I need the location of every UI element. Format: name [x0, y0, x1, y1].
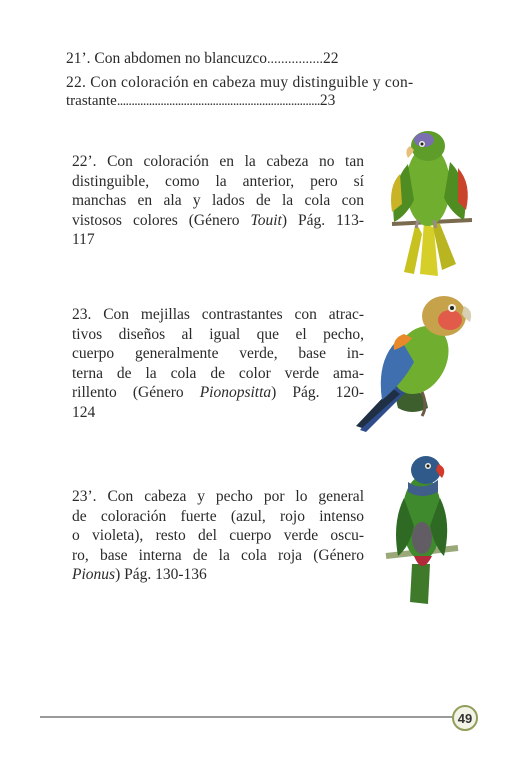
couplet-21b: [66, 50, 339, 69]
couplet-23-page-ref: ) Pág. 120-: [271, 384, 365, 401]
couplet-23b-line: ro, base interna de la cola roja (Género: [72, 546, 364, 564]
genus-name: Pionus: [72, 566, 116, 583]
couplet-23: [72, 305, 364, 422]
pionus-parrot-illustration: [382, 452, 472, 604]
pionopsitta-parrot-illustration: [352, 288, 476, 434]
couplet-22b-line: 117: [72, 231, 95, 248]
couplet-23-line: terna de la cola de color verde ama-: [72, 364, 364, 382]
couplet-22b-page-ref: ) Pág. 113-: [281, 211, 365, 229]
genus-name: Touit: [250, 211, 282, 229]
couplet-22b-line: 22’. Con coloración en la cabeza no tan: [72, 153, 364, 170]
couplet-22-line1: 22. Con coloración en cabeza muy distinguible y con-: [66, 74, 414, 91]
couplet-23b-line: o violeta), resto del cuerpo verde oscu-: [72, 527, 364, 544]
couplet-22b: [72, 152, 364, 250]
couplet-23-line: cuerpo generalmente verde, base in-: [72, 345, 364, 362]
couplet-21b-text: 21’. Con abdomen no blancuzco: [66, 50, 268, 67]
couplet-23-line: 124: [72, 403, 96, 421]
couplet-22b-text: vistosos colores (Género: [72, 211, 251, 229]
genus-name: Pionopsitta: [199, 384, 272, 401]
couplet-22-text: trastante: [66, 93, 117, 109]
couplet-21b-leader: ................: [267, 52, 324, 67]
couplet-21b-page: 22: [323, 50, 339, 67]
couplet-23b-line: [72, 565, 364, 585]
couplet-22b-line: [72, 211, 364, 231]
touit-parrot-illustration: [380, 124, 476, 276]
couplet-22-leader: ......................................................................: [116, 94, 320, 109]
couplet-23-line: tivos diseños al igual que el pecho,: [72, 325, 364, 343]
couplet-23b-page-ref: ) Pág. 130-136: [115, 566, 207, 583]
couplet-22b-line: distinguible, como la anterior, pero sí: [72, 172, 364, 190]
couplet-22-line2: [66, 92, 335, 111]
couplet-23b-line: de coloración fuerte (azul, rojo intenso: [72, 507, 364, 525]
couplet-23b: [72, 487, 364, 585]
couplet-22b-line: manchas en ala y lados de la cola con: [72, 192, 364, 209]
couplet-23-line: [72, 383, 364, 403]
page-number-badge: 49: [452, 705, 478, 731]
footer-rule: [40, 716, 455, 718]
couplet-23-line: 23. Con mejillas contrastantes con atrac-: [72, 306, 364, 323]
couplet-23b-line: 23’. Con cabeza y pecho por lo general: [72, 488, 364, 505]
couplet-22-page: 23: [319, 92, 336, 109]
couplet-23-text: rillento (Género: [72, 384, 200, 401]
